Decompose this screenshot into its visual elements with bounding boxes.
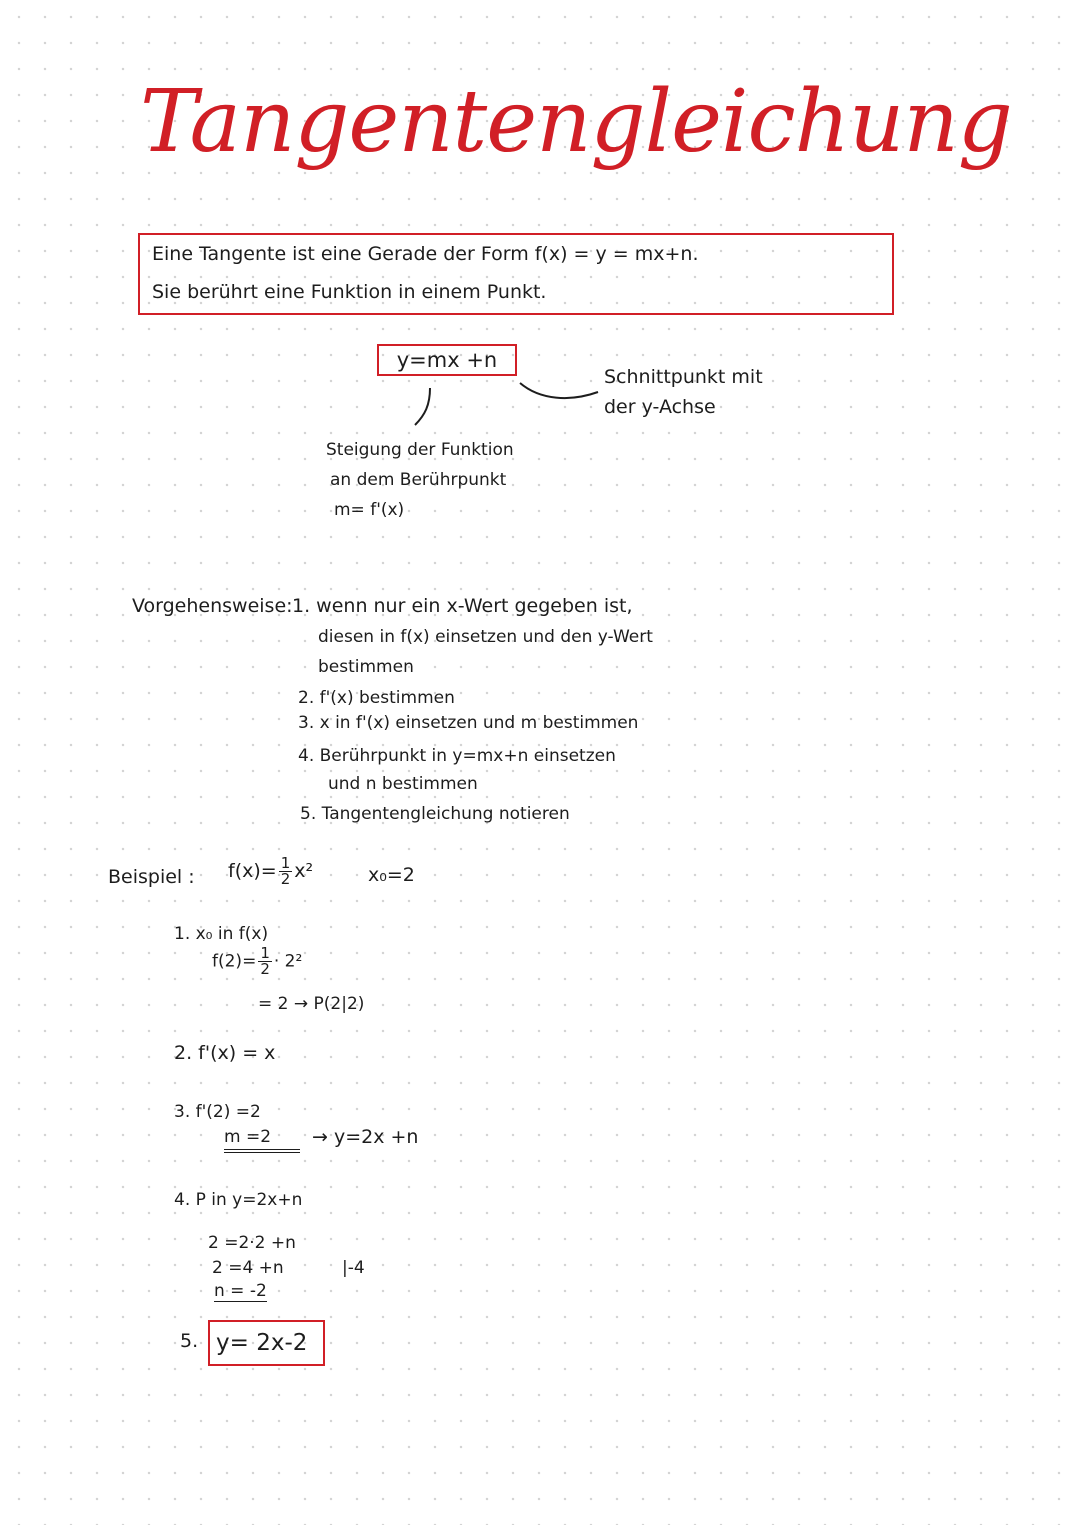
procedure-step-1b: diesen in f(x) einsetzen und den y-Wert <box>318 627 653 647</box>
example-step1-result: = 2 → P(2|2) <box>258 994 365 1014</box>
intercept-connector <box>520 383 598 398</box>
step1-fraction-numerator: 1 <box>260 944 270 962</box>
function-fraction <box>279 856 293 887</box>
definition-line-2: Sie berührt eine Funktion in einem Punkt. <box>152 281 547 303</box>
procedure-step-2: 2. f'(x) bestimmen <box>298 688 455 708</box>
page-title: Tangentengleichung <box>140 72 1012 172</box>
example-label: Beispiel : <box>108 866 195 888</box>
procedure-step-5: 5. Tangentengleichung notieren <box>300 804 570 824</box>
example-step4-line2: 2 =4 +n <box>212 1258 284 1278</box>
step1-calc-prefix: f(2)= <box>212 951 257 972</box>
final-answer-box: y= 2x-2 <box>208 1320 325 1366</box>
procedure-step-4a: 4. Berührpunkt in y=mx+n einsetzen <box>298 746 616 766</box>
example-step5-number: 5. <box>180 1330 199 1352</box>
slope-connector <box>415 388 430 425</box>
example-step4-operation: |-4 <box>342 1258 365 1278</box>
slope-label-2: an dem Berührpunkt <box>330 470 507 490</box>
procedure-step-3: 3. x in f'(x) einsetzen und m bestimmen <box>298 713 639 733</box>
procedure-step-1c: bestimmen <box>318 657 414 677</box>
example-step3-m <box>224 1127 302 1153</box>
function-fraction-denominator: 2 <box>280 870 291 888</box>
definition-line-1: Eine Tangente ist eine Gerade der Form f(x) = y = mx+n. <box>152 243 699 265</box>
slope-label-1: Steigung der Funktion <box>326 440 514 460</box>
example-step3-head: 3. f'(2) =2 <box>174 1102 261 1122</box>
slope-label-3: m= f'(x) <box>334 500 405 520</box>
function-suffix: x² <box>294 860 314 882</box>
intercept-label-1: Schnittpunkt mit <box>604 366 763 388</box>
example-step2: 2. f'(x) = x <box>174 1042 276 1064</box>
example-step1-calc <box>212 946 302 977</box>
procedure-step-1a: 1. wenn nur ein x-Wert gegeben ist, <box>292 595 633 617</box>
step1-calc-suffix: · 2² <box>273 951 303 972</box>
formula-box: y=mx +n <box>377 344 517 376</box>
step1-fraction <box>258 946 272 977</box>
example-step4-head: 4. P in y=2x+n <box>174 1190 303 1210</box>
procedure-step-4b: und n bestimmen <box>328 774 478 794</box>
example-step4-line1: 2 =2·2 +n <box>208 1233 296 1253</box>
step3-m-value: m =2 <box>224 1127 300 1153</box>
function-prefix: f(x)= <box>228 860 277 882</box>
example-step1-head: 1. x₀ in f(x) <box>174 924 269 944</box>
example-step3-arrow: → y=2x +n <box>312 1126 419 1148</box>
example-x0: x₀=2 <box>368 864 415 886</box>
step4-result: n = -2 <box>214 1281 267 1301</box>
intercept-label-2: der y-Achse <box>604 396 716 418</box>
function-fraction-numerator: 1 <box>280 854 291 872</box>
example-step4-line3 <box>214 1281 267 1301</box>
example-function <box>228 856 313 887</box>
procedure-heading: Vorgehensweise: <box>132 595 293 617</box>
step1-fraction-denominator: 2 <box>260 960 270 978</box>
